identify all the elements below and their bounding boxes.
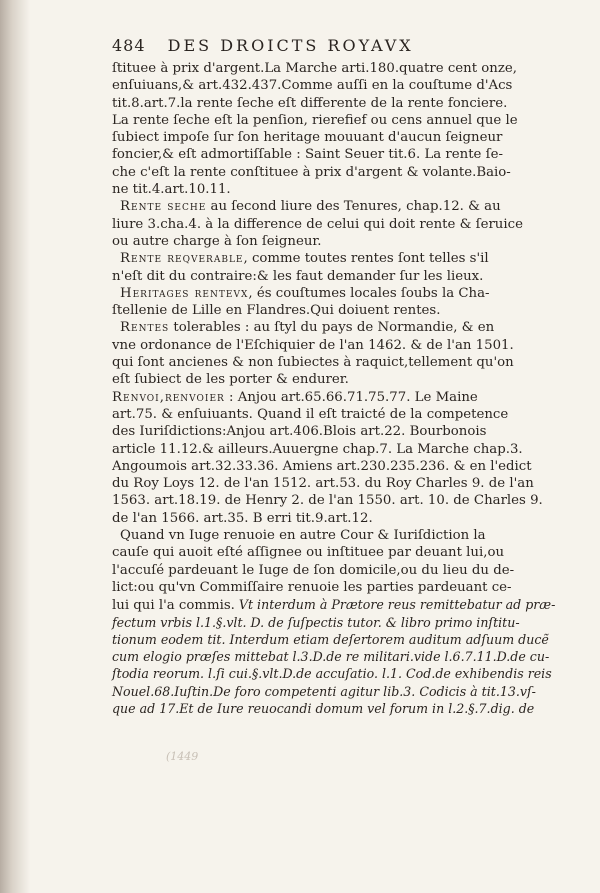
entry-headword: Heritages rentevx <box>120 285 249 301</box>
text-line: des Iuriſdictions:Anjou art.406.Blois art.22. Bourbonois <box>112 424 487 440</box>
mixed-line <box>112 596 556 614</box>
text-line: article 11.12.& ailleurs.Auuergne chap.7. La Marche chap.3. <box>112 441 523 457</box>
page-gutter-shadow <box>0 0 30 893</box>
latin-citation-line: Nouel.68.Iuſtin.De foro competenti agitur lib.3. Codicis à tit.13.vſ- <box>112 683 536 699</box>
entry-text: , és couſtumes locales ſoubs la Cha- <box>248 285 490 301</box>
latin-citation: Vt interdum à Prætore reus remittebatur ad præ- <box>234 597 556 613</box>
text-line: enſuiuans,& art.432.437.Comme auſſi en la couſtume d'Acs <box>112 78 513 94</box>
text-line: La rente ſeche eſt la penſion, rierefief ou cens annuel que le <box>112 112 518 128</box>
page-number: 484 <box>112 36 146 55</box>
entry-text: , comme toutes rentes ſont telles s'il <box>243 251 489 267</box>
running-title: DES DROICTS ROYAVX <box>167 36 414 55</box>
text-line: cauſe qui auoit eſté aſſignee ou inſtituee par deuant lui,ou <box>112 545 505 561</box>
text-line: du Roy Loys 12. de l'an 1512. art.53. du Roy Charles 9. de l'an <box>112 476 534 492</box>
latin-citation-line: ſtodia reorum. l.ſi cui.§.vlt.D.de accuſatio. l.1. Cod.de exhibendis reis <box>112 666 552 682</box>
entry-headword: Rente reqverable <box>120 251 244 267</box>
text-line: 1563. art.18.19. de Henry 2. de l'an 1550. art. 10. de Charles 9. <box>112 493 543 509</box>
text-line: ſtellenie de Lille en Flandres.Qui doiuent rentes. <box>112 303 441 319</box>
body-text <box>112 60 556 717</box>
entry-headword: Rente seche <box>120 199 207 215</box>
text-line: tit.8.art.7.la rente ſeche eſt differente de la rente fonciere. <box>112 95 508 111</box>
entry-text: au ſecond liure des Tenures, chap.12. & au <box>206 199 501 215</box>
latin-citation-line: fectum vrbis l.1.§.vlt. D. de ſuſpectis tutor. & libro primo inſtitu- <box>112 614 520 630</box>
text-line: art.75. & enſuiuants. Quand il eſt traicté de la competence <box>112 406 509 422</box>
text-line: ſtituee à prix d'argent.La Marche arti.180.quatre cent onze, <box>112 61 517 76</box>
latin-citation-line: tionum eodem tit. Interdum etiam deſertorem auditum adſuum ducẽ <box>112 631 549 647</box>
page-header <box>112 36 532 58</box>
text-line: ſubiect impoſe ſur ſon heritage mouuant d'aucun ſeigneur <box>112 130 503 146</box>
text-line: eſt ſubiect de les porter & endurer. <box>112 372 349 388</box>
entry-line <box>112 389 512 406</box>
text-line: che c'eſt la rente conſtituee à prix d'argent & volante.Baio- <box>112 164 511 180</box>
entry-line <box>112 250 512 267</box>
entry-line <box>112 319 512 336</box>
entry-line <box>112 285 512 302</box>
faint-folio-mark: (1449 <box>166 750 199 763</box>
entry-text: : Anjou art.65.66.71.75.77. Le Maine <box>224 389 478 405</box>
entry-headword: Renvoi,renvoier <box>112 389 225 405</box>
text-line: ou autre charge à ſon ſeigneur. <box>112 233 322 249</box>
entry-text: tolerables : au ſtyl du pays de Normandie, & en <box>169 320 495 336</box>
entry-headword: Rentes <box>120 320 170 336</box>
entry-text: lui qui l'a commis. <box>112 598 235 614</box>
text-line: vne ordonance de l'Eſchiquier de l'an 1462. & de l'an 1501. <box>112 337 514 353</box>
text-line: n'eſt dit du contraire:& les faut demander ſur les lieux. <box>112 268 484 284</box>
entry-line <box>112 198 512 215</box>
text-line: foncier,& eſt admortiſſable : Saint Seuer tit.6. La rente ſe- <box>112 147 503 163</box>
latin-citation-line: que ad 17.Et de Iure reuocandi domum vel forum in l.2.§.7.dig. de <box>112 700 535 716</box>
text-line: lict:ou qu'vn Commiſſaire renuoie les parties pardeuant ce- <box>112 579 512 595</box>
text-line: Angoumois art.32.33.36. Amiens art.230.235.236. & en l'edict <box>112 458 532 474</box>
text-line: liure 3.cha.4. à la difference de celui qui doit rente & ſeruice <box>112 216 523 232</box>
text-line: ne tit.4.art.10.11. <box>112 182 231 198</box>
text-line: Quand vn Iuge renuoie en autre Cour & Iuriſdiction la <box>120 528 486 544</box>
text-line: qui ſont ancienes & non ſubiectes à raquict,tellement qu'on <box>112 355 514 371</box>
text-line: de l'an 1566. art.35. B erri tit.9.art.12. <box>112 510 373 526</box>
text-line: l'accuſé pardeuant le Iuge de ſon domicile,ou du lieu du de- <box>112 562 515 578</box>
latin-citation-line: cum elogio præſes mittebat l.3.D.de re militari.vide l.6.7.11.D.de cu- <box>112 649 550 665</box>
